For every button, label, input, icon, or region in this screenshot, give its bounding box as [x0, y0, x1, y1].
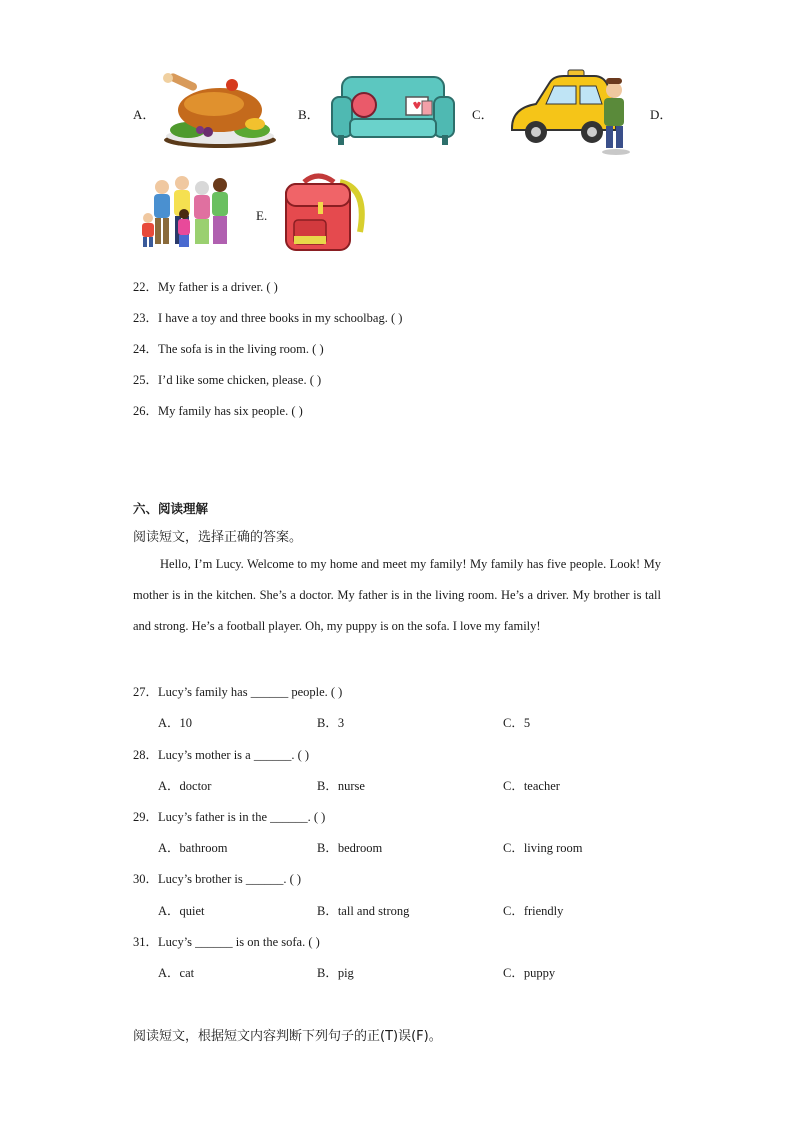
option-a[interactable]: A．cat [158, 966, 195, 980]
list-item [133, 682, 342, 700]
question-number: 31． [133, 935, 159, 949]
option-c[interactable]: C．friendly [503, 904, 564, 918]
schoolbag-icon [280, 172, 370, 254]
question-text: Lucy’s mother is a ______. ( ) [158, 748, 310, 762]
list-item [133, 370, 321, 388]
option-a[interactable]: A．bathroom [158, 841, 228, 855]
reading-passage: Hello, I’m Lucy. Welcome to my home and meet my family! My family has five people. Look! My mother is in the kitchen. She’s a doctor. My father is in the living room. He’s a driver. My brother is tall and strong. He’s a football player. Oh, my puppy is on the sofa. I love my family! [133, 557, 661, 633]
question-number: 23． [133, 311, 159, 325]
family-icon [136, 174, 236, 252]
question-text: The sofa is in the living room. ( ) [158, 342, 324, 356]
picture-label-d: D． [650, 107, 673, 122]
list-item [133, 807, 325, 825]
roast-chicken-icon [160, 72, 280, 150]
option-b[interactable]: B．tall and strong [317, 904, 410, 918]
list-item [133, 308, 402, 326]
question-number: 26． [133, 404, 159, 418]
question-number: 30． [133, 872, 159, 886]
question-number: 29． [133, 810, 159, 824]
question-text: My family has six people. ( ) [158, 404, 303, 418]
section-heading: 六、阅读理解 [133, 501, 209, 516]
option-b[interactable]: B．3 [317, 716, 345, 730]
question-number: 24． [133, 342, 159, 356]
option-c[interactable]: C．living room [503, 841, 583, 855]
option-c[interactable]: C．5 [503, 716, 531, 730]
list-item [133, 401, 303, 419]
list-item [133, 277, 278, 295]
option-a[interactable]: A．doctor [158, 779, 212, 793]
question-text: Lucy’s family has ______ people. ( ) [158, 685, 343, 699]
question-text: I’d like some chicken, please. ( ) [158, 373, 322, 387]
tf-instruction: 阅读短文，根据短文内容判断下列句子的正(T)误(F)。 [133, 1029, 442, 1044]
question-text: My father is a driver. ( ) [158, 280, 278, 294]
list-item [133, 745, 309, 763]
question-number: 28． [133, 748, 159, 762]
question-number: 22． [133, 280, 159, 294]
list-item [133, 932, 320, 950]
question-text: Lucy’s father is in the ______. ( ) [158, 810, 326, 824]
picture-label-b: B． [298, 107, 320, 122]
question-text: Lucy’s ______ is on the sofa. ( ) [158, 935, 320, 949]
taxi-driver-icon [506, 68, 636, 156]
option-c[interactable]: C．puppy [503, 966, 556, 980]
question-text: I have a toy and three books in my schoolbag. ( ) [158, 311, 403, 325]
picture-label-c: C． [472, 107, 494, 122]
picture-label-a: A． [133, 107, 156, 122]
picture-label-e: E. [256, 208, 268, 223]
section-instruction: 阅读短文，选择正确的答案。 [133, 530, 303, 545]
question-number: 25． [133, 373, 159, 387]
list-item [133, 869, 301, 887]
option-b[interactable]: B．nurse [317, 779, 365, 793]
option-a[interactable]: A．10 [158, 716, 193, 730]
option-b[interactable]: B．bedroom [317, 841, 383, 855]
option-b[interactable]: B．pig [317, 966, 354, 980]
list-item [133, 339, 324, 357]
option-a[interactable]: A．quiet [158, 904, 205, 918]
option-c[interactable]: C．teacher [503, 779, 560, 793]
question-number: 27． [133, 685, 159, 699]
sofa-icon [330, 75, 456, 147]
question-text: Lucy’s brother is ______. ( ) [158, 872, 302, 886]
